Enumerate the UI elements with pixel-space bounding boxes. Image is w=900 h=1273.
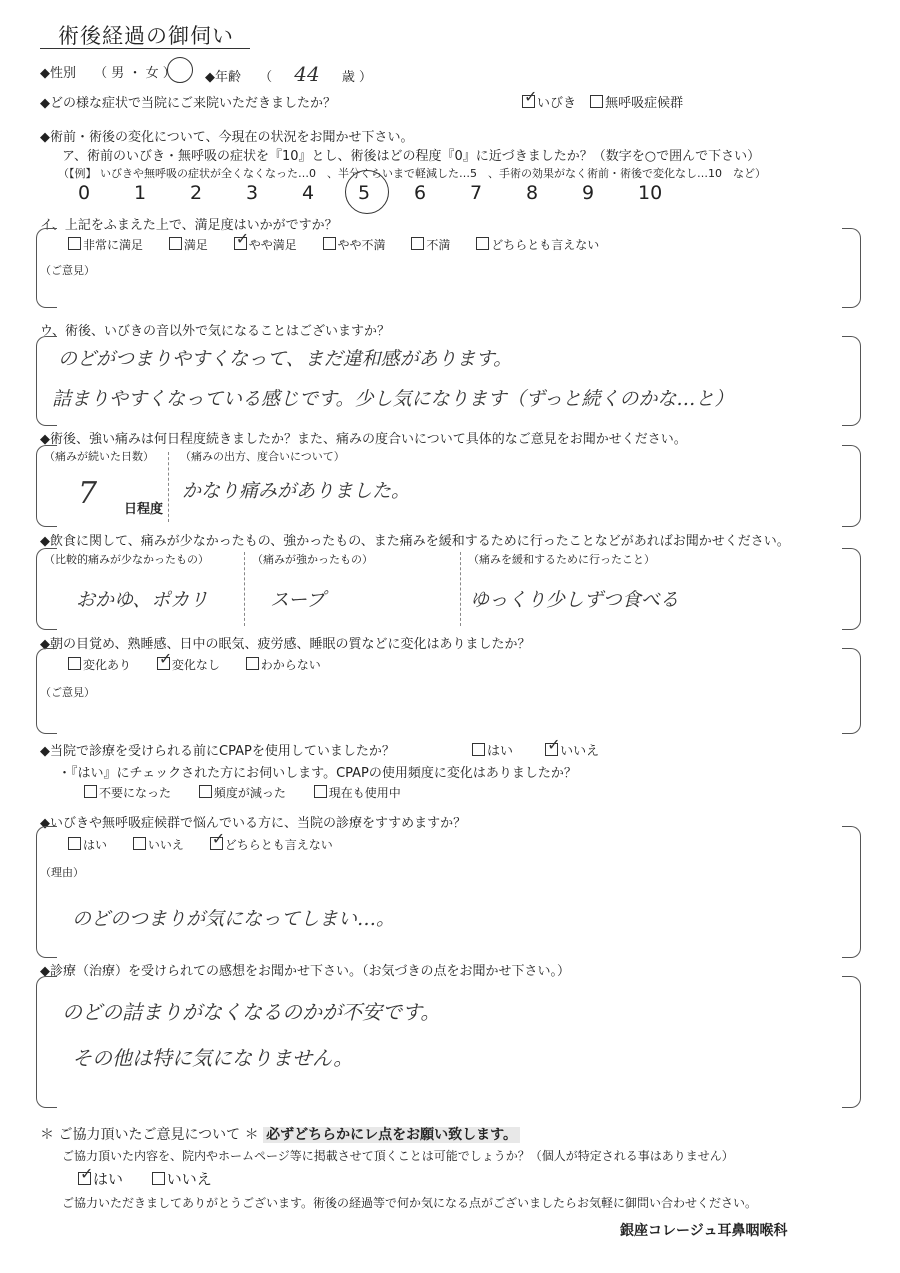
no-change-checkbox[interactable] xyxy=(157,657,170,670)
food-relief-label: （痛みを緩和するために行ったこと） xyxy=(468,553,655,566)
very-satisfied-checkbox[interactable] xyxy=(68,237,81,250)
bracket-left xyxy=(36,826,57,958)
food-strong-answer[interactable]: スープ xyxy=(270,589,326,611)
question-u: ウ、術後、いびきの音以外で気になることはございますか？ xyxy=(40,324,390,339)
consent-no-checkbox[interactable] xyxy=(152,1172,165,1185)
bracket-left xyxy=(36,976,57,1108)
bracket-right xyxy=(842,445,861,527)
bracket-left xyxy=(36,336,57,426)
gender-male[interactable]: 男 xyxy=(111,66,125,81)
comment-label: （ご意見） xyxy=(40,686,95,699)
age-row: ◆年齢 （ 44 歳 ） xyxy=(205,62,373,86)
question-a-example: （【例】 いびきや無呼吸の症状が全くなくなった…0 、半分くらいまで軽減した…5 、手術の効果がなく術前・術後で変化なし…10 など） xyxy=(58,167,766,180)
consent-options: ✓はい いいえ xyxy=(78,1168,212,1189)
divider xyxy=(168,452,169,522)
no-longer-needed-checkbox[interactable] xyxy=(84,785,97,798)
satisfied-checkbox[interactable] xyxy=(169,237,182,250)
apnea-checkbox[interactable] xyxy=(590,95,603,108)
bracket-right xyxy=(842,826,861,958)
score-9[interactable]: 9 xyxy=(582,182,595,204)
satisfaction-options: 非常に満足 満足 ✓ やや満足 やや不満 不満 どちらとも言えない xyxy=(68,236,599,253)
consent-yes-checkbox[interactable] xyxy=(78,1172,91,1185)
bracket-right xyxy=(842,548,861,630)
impression-answer-line2[interactable]: その他は特に気になりません。 xyxy=(72,1046,354,1070)
answer-u-line2[interactable]: 詰まりやすくなっている感じです。少し気になります（ずっと続くのかな…と） xyxy=(52,388,734,410)
cpap-yes-checkbox[interactable] xyxy=(472,743,485,756)
recommend-no-checkbox[interactable] xyxy=(133,837,146,850)
bracket-right xyxy=(842,336,861,426)
consent-question: ご協力頂いた内容を、院内やホームページ等に掲載させて頂くことは可能でしょうか？（個人が特定される事はありません） xyxy=(62,1149,734,1163)
score-4[interactable]: 4 xyxy=(302,182,315,204)
comment-label: （ご意見） xyxy=(40,264,95,277)
cpap-follow-options: 不要になった 頻度が減った 現在も使用中 xyxy=(84,784,401,801)
footer-highlight: 必ずどちらかにレ点をお願い致します。 xyxy=(263,1127,520,1143)
impression-question: ◆診療（治療）を受けられての感想をお聞かせ下さい。（お気づきの点をお聞かせ下さい。） xyxy=(40,964,570,979)
neither-checkbox[interactable] xyxy=(476,237,489,250)
somewhat-dissatisfied-checkbox[interactable] xyxy=(323,237,336,250)
score-5[interactable]: 5 xyxy=(358,182,371,204)
cpap-options: はい ✓ いいえ xyxy=(472,740,599,759)
score-6[interactable]: 6 xyxy=(414,182,427,204)
bracket-right xyxy=(842,228,861,308)
still-using-checkbox[interactable] xyxy=(314,785,327,798)
score-3[interactable]: 3 xyxy=(246,182,259,204)
gender-female[interactable]: 女 xyxy=(145,66,159,81)
question-i: イ、上記をふまえた上で、満足度はいかがですか？ xyxy=(40,218,338,233)
footer-heading: ＊ ご協力頂いたご意見について ＊ 必ずどちらかにレ点をお願い致します。 xyxy=(40,1124,520,1144)
divider xyxy=(460,552,461,626)
divider xyxy=(244,552,245,626)
unknown-checkbox[interactable] xyxy=(246,657,259,670)
page-title: 術後経過の御伺い xyxy=(58,24,234,48)
score-1[interactable]: 1 xyxy=(134,182,147,204)
reason-answer[interactable]: のどのつまりが気になってしまい…。 xyxy=(72,908,396,930)
bracket-right xyxy=(842,648,861,734)
cpap-followup: ・『はい』にチェックされた方にお伺いします。CPAPの使用頻度に変化はありましたか？ xyxy=(58,766,577,781)
recommend-options: はい いいえ ✓ どちらとも言えない xyxy=(68,836,333,853)
score-circle xyxy=(345,170,389,214)
score-10[interactable]: 10 xyxy=(638,182,663,204)
thanks-message: ご協力いただきましてありがとうございます。術後の経過等で何か気になる点がございましたらお気軽に御問い合わせください。 xyxy=(62,1196,758,1210)
food-strong-label: （痛みが強かったもの） xyxy=(252,553,373,566)
symptom-options: ✓ いびき 無呼吸症候群 xyxy=(522,92,683,111)
somewhat-satisfied-checkbox[interactable] xyxy=(234,237,247,250)
pain-degree-answer[interactable]: かなり痛みがありました。 xyxy=(182,480,411,502)
less-frequent-checkbox[interactable] xyxy=(199,785,212,798)
recommend-neither-checkbox[interactable] xyxy=(210,837,223,850)
question-a: ア、術前のいびき・無呼吸の症状を『10』とし、術後はどの程度『0』に近づきましたか？（数字を○で囲んで下さい） xyxy=(62,149,761,164)
food-relief-answer[interactable]: ゆっくり少しずつ食べる xyxy=(470,589,679,611)
cpap-no-checkbox[interactable] xyxy=(545,743,558,756)
recommend-yes-checkbox[interactable] xyxy=(68,837,81,850)
clinic-name: 銀座コレージュ耳鼻咽喉科 xyxy=(620,1223,788,1239)
gender-row: ◆性別 （ 男 ・ 女 ） xyxy=(40,66,176,81)
pain-days-value[interactable]: 7 xyxy=(78,476,98,511)
female-circle xyxy=(167,57,193,83)
score-2[interactable]: 2 xyxy=(190,182,203,204)
age-value[interactable]: 44 xyxy=(294,62,320,86)
cpap-question: ◆当院で診療を受けられる前にCPAPを使用していましたか？ xyxy=(40,744,395,759)
score-7[interactable]: 7 xyxy=(470,182,483,204)
pain-degree-label: （痛みの出方、度合いについて） xyxy=(180,450,345,463)
reason-label: （理由） xyxy=(40,866,84,879)
symptom-question: ◆どの様な症状で当院にご来院いただきましたか？ xyxy=(40,96,336,111)
bracket-right xyxy=(842,976,861,1108)
pain-days-label: （痛みが続いた日数） xyxy=(44,450,154,463)
impression-answer-line1[interactable]: のどの詰まりがなくなるのかが不安です。 xyxy=(62,1000,441,1024)
pain-days-unit: 日程度 xyxy=(124,502,164,517)
dissatisfied-checkbox[interactable] xyxy=(411,237,424,250)
age-label: ◆年齢 xyxy=(205,70,241,85)
food-less-label: （比較的痛みが少なかったもの） xyxy=(44,553,209,566)
change-question: ◆術前・術後の変化について、今現在の状況をお聞かせ下さい。 xyxy=(40,130,414,145)
gender-label: ◆性別 xyxy=(40,66,76,81)
food-less-answer[interactable]: おかゆ、ポカリ xyxy=(76,589,209,611)
food-question: ◆飲食に関して、痛みが少なかったもの、強かったもの、また痛みを緩和するために行ったことなどがあればお聞かせください。 xyxy=(40,534,790,549)
score-8[interactable]: 8 xyxy=(526,182,539,204)
score-0[interactable]: 0 xyxy=(78,182,91,204)
sleep-options: 変化あり ✓ 変化なし わからない xyxy=(68,656,321,673)
changed-checkbox[interactable] xyxy=(68,657,81,670)
sleep-question: ◆朝の目覚め、熟睡感、日中の眠気、疲労感、睡眠の質などに変化はありましたか？ xyxy=(40,637,531,652)
pain-question: ◆術後、強い痛みは何日程度続きましたか？また、痛みの度合いについて具体的なご意見をお聞かせください。 xyxy=(40,432,687,447)
title-underline xyxy=(40,48,250,49)
snoring-checkbox[interactable] xyxy=(522,95,535,108)
answer-u-line1[interactable]: のどがつまりやすくなって、まだ違和感があります。 xyxy=(58,348,513,370)
recommend-question: ◆いびきや無呼吸症候群で悩んでいる方に、当院の診療をすすめますか？ xyxy=(40,816,467,831)
